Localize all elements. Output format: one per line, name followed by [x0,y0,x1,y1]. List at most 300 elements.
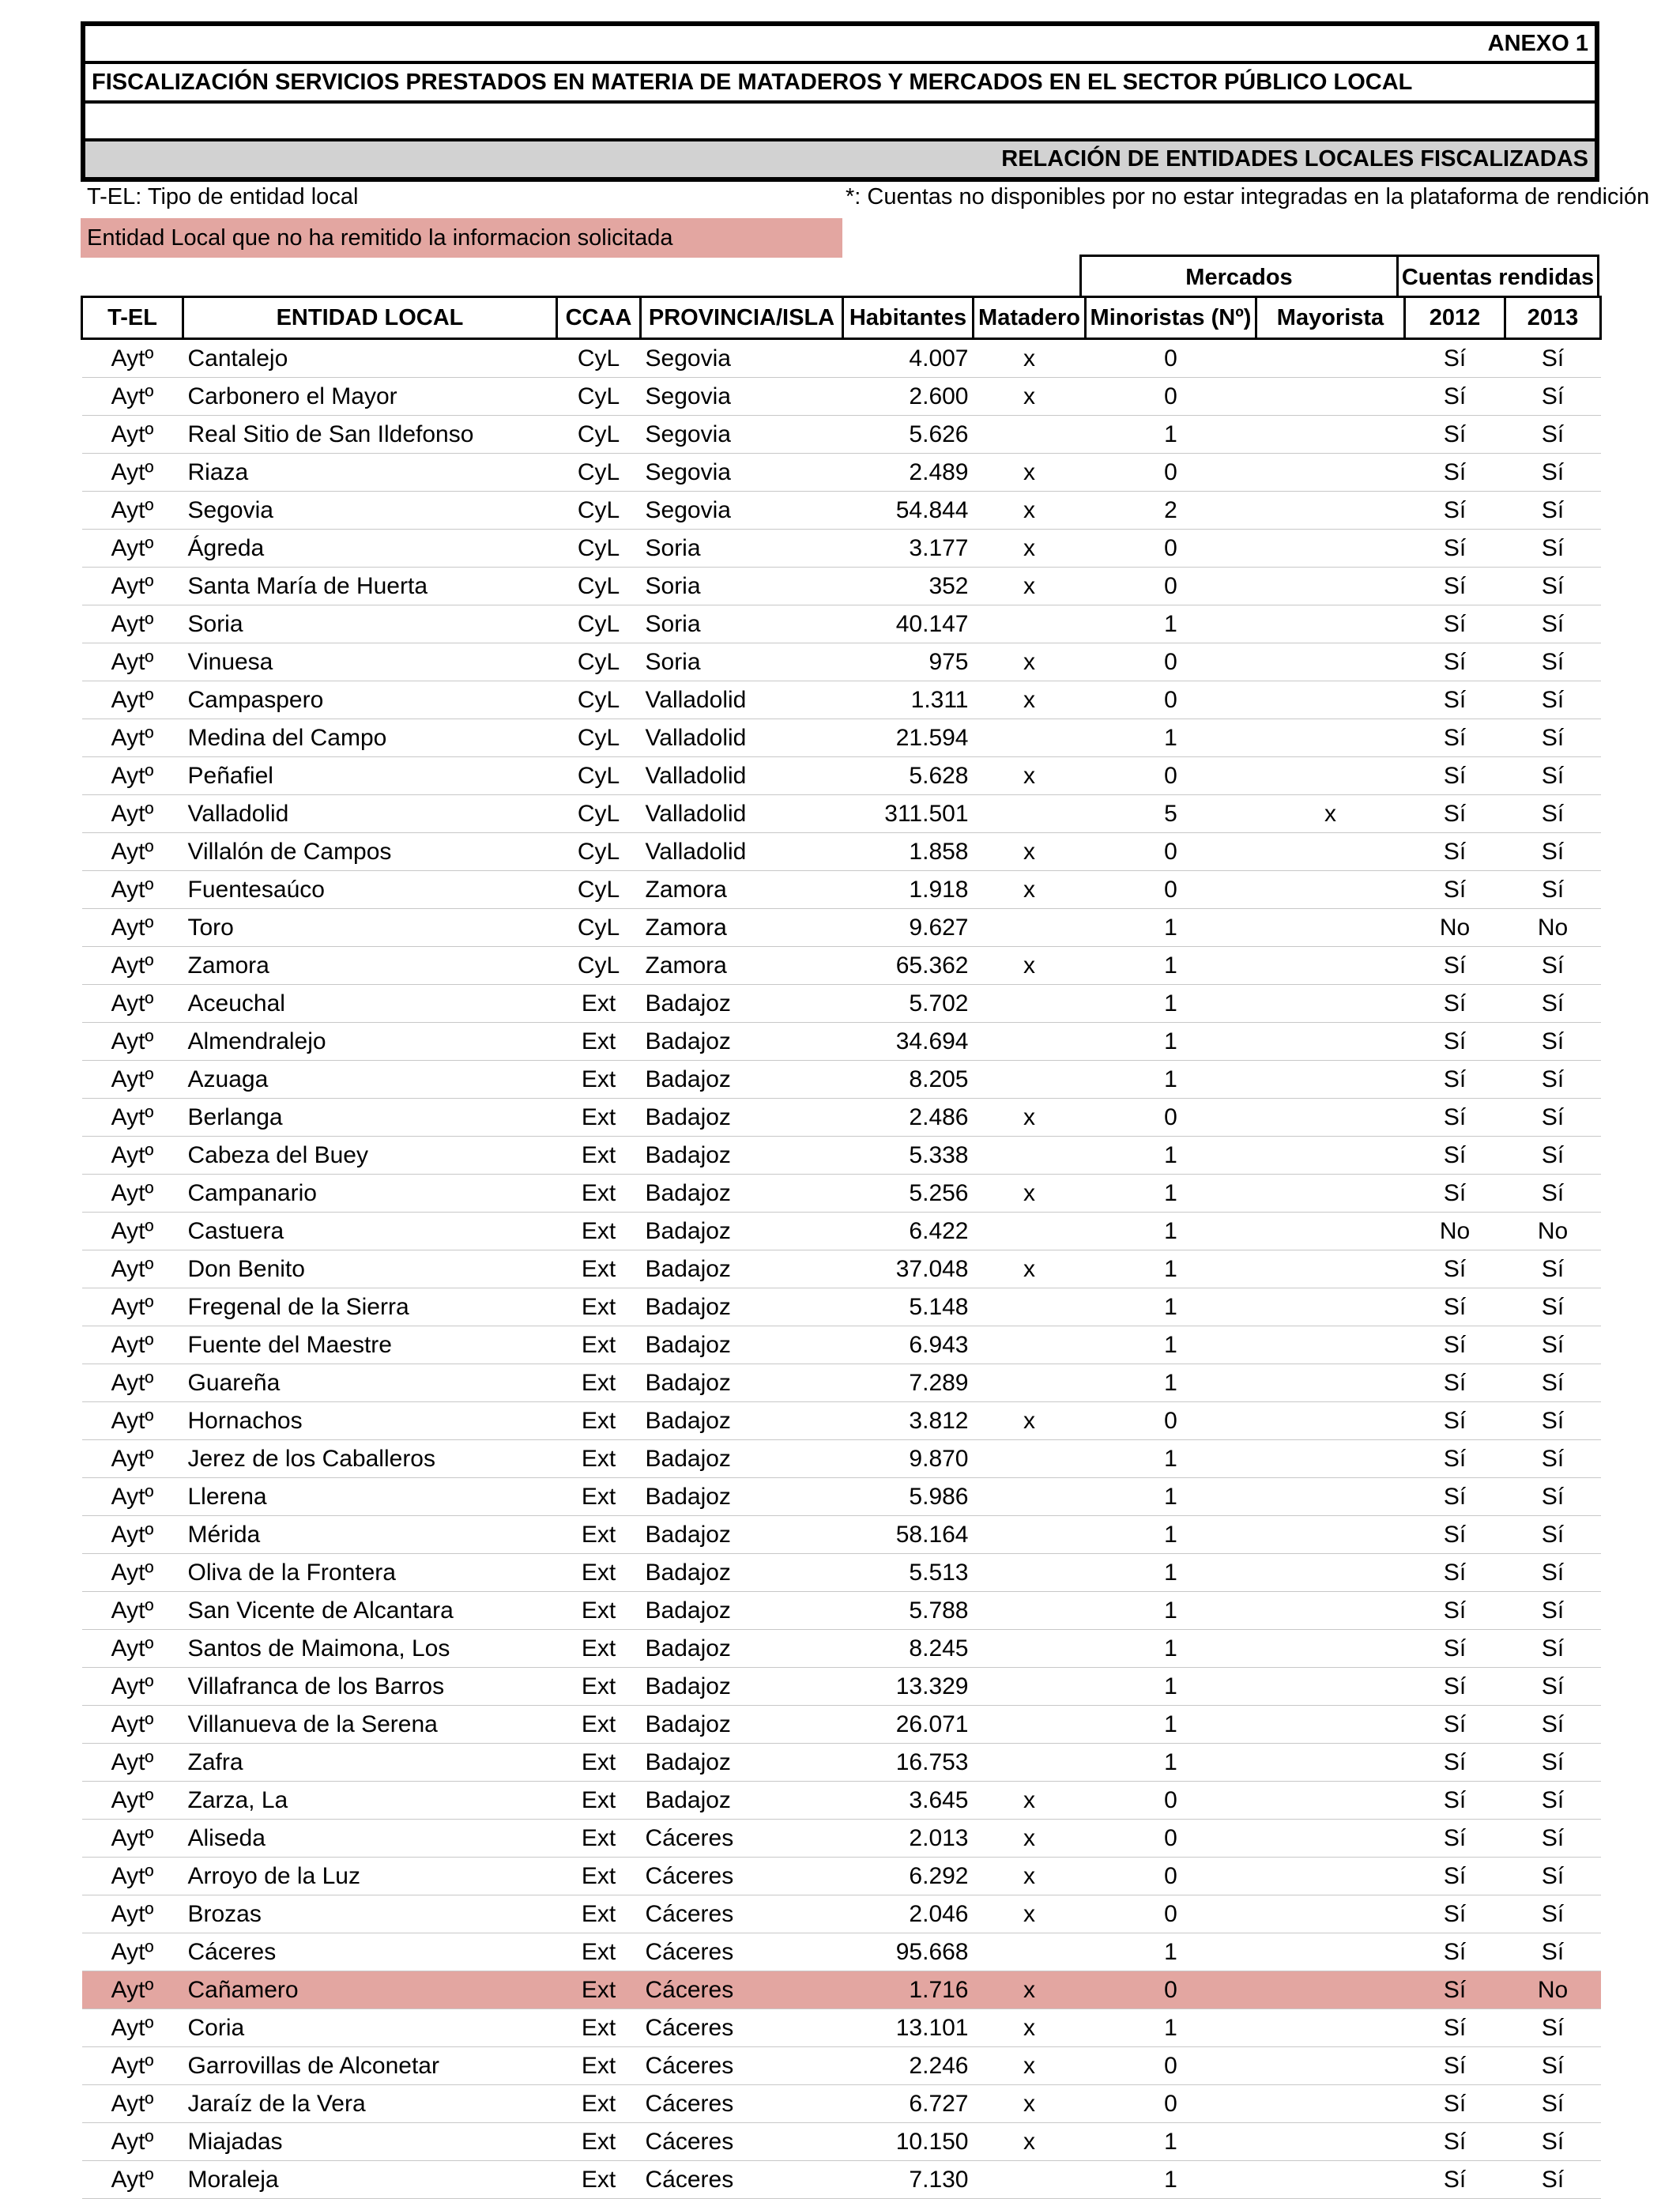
cell-ccaa: Ext [557,1782,641,1820]
cell-mayorista [1256,1440,1405,1478]
cell-2013: Sí [1505,1820,1601,1858]
cell-provincia: Soria [641,605,843,643]
cell-matadero: x [974,2009,1086,2047]
cell-minoristas: 1 [1086,947,1256,985]
cell-minoristas: 1 [1086,2123,1256,2161]
table-row [82,1782,1601,1820]
cell-provincia: Cáceres [641,2123,843,2161]
cell-habitantes: 26.071 [843,1706,974,1744]
cell-tel: Aytº [82,1137,183,1175]
cell-matadero: x [974,530,1086,568]
cell-ccaa: Ext [557,1592,641,1630]
cell-entidad: Miajadas [183,2123,557,2161]
cell-2012: Sí [1405,2085,1505,2123]
cell-ccaa: Ext [557,1478,641,1516]
cell-tel: Aytº [82,1744,183,1782]
cell-ccaa: Ext [557,1516,641,1554]
cell-minoristas: 0 [1086,378,1256,416]
cell-provincia: Badajoz [641,1023,843,1061]
cell-mayorista [1256,985,1405,1023]
cell-entidad: Almendralejo [183,1023,557,1061]
cell-provincia: Badajoz [641,1706,843,1744]
cell-minoristas: 1 [1086,605,1256,643]
cell-mayorista [1256,871,1405,909]
cell-2013: Sí [1505,1858,1601,1895]
cell-2012: Sí [1405,2123,1505,2161]
cell-2012: Sí [1405,1023,1505,1061]
cell-minoristas: 1 [1086,1744,1256,1782]
cell-tel: Aytº [82,1630,183,1668]
cell-entidad: Azuaga [183,1061,557,1099]
table-row [82,339,1601,378]
cell-matadero: x [974,757,1086,795]
cell-provincia: Badajoz [641,1554,843,1592]
cell-ccaa: Ext [557,1364,641,1402]
cell-matadero: x [974,1099,1086,1137]
cell-ccaa: Ext [557,1744,641,1782]
cell-ccaa: Ext [557,2161,641,2199]
cell-matadero: x [974,2123,1086,2161]
cell-2012: Sí [1405,1288,1505,1326]
cell-mayorista [1256,1706,1405,1744]
cell-tel: Aytº [82,643,183,681]
cell-minoristas: 0 [1086,1820,1256,1858]
cell-entidad: Valladolid [183,795,557,833]
cell-matadero [974,1478,1086,1516]
cell-ccaa: Ext [557,1933,641,1971]
cell-ccaa: CyL [557,871,641,909]
cell-provincia: Badajoz [641,1516,843,1554]
cell-provincia: Badajoz [641,1402,843,1440]
cell-provincia: Zamora [641,871,843,909]
cell-tel: Aytº [82,833,183,871]
cell-tel: Aytº [82,1326,183,1364]
table-row [82,1858,1601,1895]
cell-matadero: x [974,2085,1086,2123]
cell-entidad: Real Sitio de San Ildefonso [183,416,557,454]
col-header-2013: 2013 [1505,297,1601,339]
table-row [82,2085,1601,2123]
cell-2012: Sí [1405,757,1505,795]
cell-minoristas: 0 [1086,568,1256,605]
cell-provincia: Segovia [641,454,843,492]
cell-provincia: Badajoz [641,1137,843,1175]
cell-provincia: Segovia [641,416,843,454]
cell-2012: Sí [1405,1895,1505,1933]
cell-tel: Aytº [82,605,183,643]
cell-minoristas: 1 [1086,1364,1256,1402]
cell-tel: Aytº [82,1895,183,1933]
cell-tel: Aytº [82,1061,183,1099]
cell-minoristas: 1 [1086,1592,1256,1630]
cell-provincia: Valladolid [641,795,843,833]
cell-habitantes: 975 [843,643,974,681]
table-row [82,1440,1601,1478]
table-row [82,643,1601,681]
col-header-tel: T-EL [82,297,183,339]
cell-matadero: x [974,454,1086,492]
cell-mayorista [1256,1971,1405,2009]
cell-2013: Sí [1505,795,1601,833]
cell-habitantes: 9.870 [843,1440,974,1478]
table-row [82,1820,1601,1858]
table-row [82,1895,1601,1933]
table-row [82,871,1601,909]
cell-habitantes: 95.668 [843,1933,974,1971]
cell-2013: Sí [1505,681,1601,719]
cell-2013: Sí [1505,1023,1601,1061]
cell-2013: Sí [1505,643,1601,681]
cell-provincia: Badajoz [641,1440,843,1478]
cell-provincia: Cáceres [641,1933,843,1971]
table-row [82,1668,1601,1706]
cell-tel: Aytº [82,795,183,833]
cell-provincia: Soria [641,530,843,568]
cell-habitantes: 65.362 [843,947,974,985]
cell-mayorista [1256,1326,1405,1364]
cell-tel: Aytº [82,1478,183,1516]
cell-mayorista [1256,568,1405,605]
cell-habitantes: 13.329 [843,1668,974,1706]
cell-2012: Sí [1405,1820,1505,1858]
col-header-provincia: PROVINCIA/ISLA [641,297,843,339]
cell-tel: Aytº [82,757,183,795]
cell-minoristas: 0 [1086,1099,1256,1137]
cell-2012: Sí [1405,378,1505,416]
cell-mayorista [1256,757,1405,795]
table-row [82,1250,1601,1288]
cell-provincia: Cáceres [641,1820,843,1858]
table-row [82,1706,1601,1744]
table-row [82,568,1601,605]
cell-2012: Sí [1405,1364,1505,1402]
cell-provincia: Badajoz [641,1668,843,1706]
cell-entidad: Zafra [183,1744,557,1782]
table-row [82,833,1601,871]
cell-2013: Sí [1505,1137,1601,1175]
cell-2013: Sí [1505,378,1601,416]
group-header-cuentas: Cuentas rendidas [1399,255,1599,296]
cell-matadero: x [974,378,1086,416]
cell-2013: Sí [1505,757,1601,795]
cell-2012: Sí [1405,985,1505,1023]
cell-entidad: Moraleja [183,2161,557,2199]
cell-2013: Sí [1505,2161,1601,2199]
cell-2013: Sí [1505,985,1601,1023]
cell-2013: Sí [1505,1364,1601,1402]
cell-matadero [974,1137,1086,1175]
cell-2012: Sí [1405,1402,1505,1440]
table-row [82,2123,1601,2161]
entities-table [81,296,1602,2199]
cell-tel: Aytº [82,681,183,719]
cell-habitantes: 54.844 [843,492,974,530]
annex-label: ANEXO 1 [85,26,1595,64]
cell-matadero [974,1213,1086,1250]
cell-minoristas: 0 [1086,1402,1256,1440]
cell-mayorista [1256,1895,1405,1933]
cell-2013: Sí [1505,568,1601,605]
col-header-minoristas: Minoristas (Nº) [1086,297,1256,339]
cell-2012: Sí [1405,1668,1505,1706]
cell-entidad: Brozas [183,1895,557,1933]
cell-ccaa: Ext [557,2123,641,2161]
cell-minoristas: 0 [1086,1858,1256,1895]
cell-2013: Sí [1505,1933,1601,1971]
cell-matadero: x [974,1820,1086,1858]
cell-matadero: x [974,568,1086,605]
cell-matadero: x [974,871,1086,909]
cell-ccaa: CyL [557,947,641,985]
table-row [82,2161,1601,2199]
cell-matadero: x [974,643,1086,681]
cell-tel: Aytº [82,2161,183,2199]
cell-provincia: Segovia [641,492,843,530]
cell-matadero [974,1288,1086,1326]
cell-matadero: x [974,833,1086,871]
cell-ccaa: Ext [557,1213,641,1250]
cell-matadero: x [974,1402,1086,1440]
cell-2013: Sí [1505,1175,1601,1213]
cell-habitantes: 40.147 [843,605,974,643]
cell-tel: Aytº [82,1250,183,1288]
cell-ccaa: CyL [557,568,641,605]
cell-2013: Sí [1505,1782,1601,1820]
table-row [82,1516,1601,1554]
cell-minoristas: 1 [1086,1175,1256,1213]
table-row [82,2009,1601,2047]
cell-tel: Aytº [82,1364,183,1402]
cell-habitantes: 8.205 [843,1061,974,1099]
cell-2012: Sí [1405,871,1505,909]
cell-entidad: Zarza, La [183,1782,557,1820]
cell-ccaa: Ext [557,1137,641,1175]
cell-provincia: Cáceres [641,2085,843,2123]
cell-habitantes: 2.489 [843,454,974,492]
cell-entidad: Aliseda [183,1820,557,1858]
cell-2013: Sí [1505,1099,1601,1137]
cell-mayorista [1256,2161,1405,2199]
cell-provincia: Badajoz [641,1175,843,1213]
cell-habitantes: 5.788 [843,1592,974,1630]
cell-tel: Aytº [82,1592,183,1630]
cell-tel: Aytº [82,909,183,947]
cell-habitantes: 7.130 [843,2161,974,2199]
cell-mayorista [1256,681,1405,719]
cell-matadero [974,605,1086,643]
cell-matadero: x [974,1858,1086,1895]
cell-tel: Aytº [82,1858,183,1895]
cell-habitantes: 5.338 [843,1137,974,1175]
cell-mayorista [1256,1099,1405,1137]
cell-ccaa: CyL [557,339,641,378]
cell-provincia: Badajoz [641,1478,843,1516]
cell-2012: Sí [1405,795,1505,833]
cell-habitantes: 1.858 [843,833,974,871]
table-row [82,492,1601,530]
cell-matadero: x [974,1971,1086,2009]
cell-ccaa: Ext [557,1175,641,1213]
cell-minoristas: 1 [1086,1440,1256,1478]
cell-minoristas: 1 [1086,1288,1256,1326]
cell-entidad: Segovia [183,492,557,530]
cell-habitantes: 1.716 [843,1971,974,2009]
cell-mayorista [1256,1592,1405,1630]
cell-2012: Sí [1405,1554,1505,1592]
cell-minoristas: 0 [1086,2047,1256,2085]
cell-entidad: Oliva de la Frontera [183,1554,557,1592]
table-row [82,795,1601,833]
cell-minoristas: 1 [1086,1933,1256,1971]
cell-provincia: Badajoz [641,1213,843,1250]
cell-ccaa: CyL [557,492,641,530]
cell-2013: Sí [1505,492,1601,530]
table-row [82,1478,1601,1516]
cell-tel: Aytº [82,871,183,909]
cell-tel: Aytº [82,1440,183,1478]
cell-entidad: Campaspero [183,681,557,719]
cell-mayorista [1256,2123,1405,2161]
cell-ccaa: Ext [557,1061,641,1099]
cell-mayorista [1256,1782,1405,1820]
table-row [82,1099,1601,1137]
cell-habitantes: 21.594 [843,719,974,757]
cell-tel: Aytº [82,530,183,568]
cell-minoristas: 1 [1086,1213,1256,1250]
cell-provincia: Valladolid [641,681,843,719]
table-row [82,1744,1601,1782]
cell-ccaa: Ext [557,1820,641,1858]
cell-2012: Sí [1405,719,1505,757]
cell-entidad: Fregenal de la Sierra [183,1288,557,1326]
cell-tel: Aytº [82,1554,183,1592]
cell-tel: Aytº [82,492,183,530]
cell-matadero [974,1668,1086,1706]
table-row [82,757,1601,795]
cell-habitantes: 1.311 [843,681,974,719]
cell-ccaa: Ext [557,1402,641,1440]
cell-2012: No [1405,909,1505,947]
cell-mayorista: x [1256,795,1405,833]
table-header-row [82,297,1601,339]
cell-habitantes: 16.753 [843,1744,974,1782]
cell-habitantes: 5.702 [843,985,974,1023]
cell-habitantes: 7.289 [843,1364,974,1402]
cell-mayorista [1256,1668,1405,1706]
table-row [82,416,1601,454]
cell-entidad: Mérida [183,1516,557,1554]
cell-ccaa: Ext [557,1326,641,1364]
cell-minoristas: 1 [1086,1061,1256,1099]
cell-habitantes: 6.422 [843,1213,974,1250]
cell-mayorista [1256,2009,1405,2047]
cell-minoristas: 1 [1086,1023,1256,1061]
cell-tel: Aytº [82,2123,183,2161]
cell-entidad: Carbonero el Mayor [183,378,557,416]
cell-tel: Aytº [82,719,183,757]
cell-mayorista [1256,643,1405,681]
cell-tel: Aytº [82,1971,183,2009]
group-header-mercados: Mercados [1079,255,1399,296]
cell-ccaa: CyL [557,416,641,454]
cell-habitantes: 5.986 [843,1478,974,1516]
cell-entidad: Medina del Campo [183,719,557,757]
cell-entidad: Cantalejo [183,339,557,378]
cell-ccaa: CyL [557,757,641,795]
cell-2013: Sí [1505,1326,1601,1364]
cell-minoristas: 0 [1086,643,1256,681]
cell-2013: Sí [1505,1061,1601,1099]
cell-entidad: Campanario [183,1175,557,1213]
cell-matadero: x [974,1175,1086,1213]
cell-tel: Aytº [82,1099,183,1137]
cell-mayorista [1256,1858,1405,1895]
table-row [82,1971,1601,2009]
cell-ccaa: CyL [557,795,641,833]
cell-2012: Sí [1405,416,1505,454]
cell-matadero: x [974,339,1086,378]
cell-entidad: Garrovillas de Alconetar [183,2047,557,2085]
cell-minoristas: 0 [1086,1895,1256,1933]
cell-habitantes: 34.694 [843,1023,974,1061]
cell-tel: Aytº [82,1933,183,1971]
cell-ccaa: CyL [557,378,641,416]
cell-habitantes: 5.628 [843,757,974,795]
cell-habitantes: 5.148 [843,1288,974,1326]
cell-habitantes: 5.256 [843,1175,974,1213]
cell-minoristas: 1 [1086,416,1256,454]
cell-2012: Sí [1405,1971,1505,2009]
table-body [82,339,1601,2199]
cell-matadero [974,1592,1086,1630]
cell-mayorista [1256,1213,1405,1250]
cell-2013: Sí [1505,2085,1601,2123]
cell-habitantes: 2.013 [843,1820,974,1858]
cell-tel: Aytº [82,416,183,454]
cell-tel: Aytº [82,1023,183,1061]
cell-ccaa: CyL [557,605,641,643]
cell-tel: Aytº [82,985,183,1023]
cell-2012: Sí [1405,1744,1505,1782]
cell-tel: Aytº [82,2047,183,2085]
cell-habitantes: 8.245 [843,1630,974,1668]
cell-provincia: Cáceres [641,2009,843,2047]
cell-habitantes: 10.150 [843,2123,974,2161]
cell-tel: Aytº [82,1706,183,1744]
cell-ccaa: CyL [557,530,641,568]
cell-matadero [974,795,1086,833]
cell-provincia: Cáceres [641,1858,843,1895]
cell-tel: Aytº [82,568,183,605]
cell-2013: Sí [1505,2123,1601,2161]
table-row [82,378,1601,416]
cell-mayorista [1256,1137,1405,1175]
table-row [82,1554,1601,1592]
cell-2013: Sí [1505,1440,1601,1478]
cell-minoristas: 1 [1086,1630,1256,1668]
cell-habitantes: 5.513 [843,1554,974,1592]
cell-habitantes: 2.046 [843,1895,974,1933]
cell-tel: Aytº [82,2085,183,2123]
cell-2012: Sí [1405,1516,1505,1554]
cell-2013: Sí [1505,454,1601,492]
cell-habitantes: 37.048 [843,1250,974,1288]
cell-2013: Sí [1505,1288,1601,1326]
cell-provincia: Badajoz [641,1099,843,1137]
cell-minoristas: 0 [1086,871,1256,909]
cell-2013: Sí [1505,530,1601,568]
cell-entidad: Riaza [183,454,557,492]
